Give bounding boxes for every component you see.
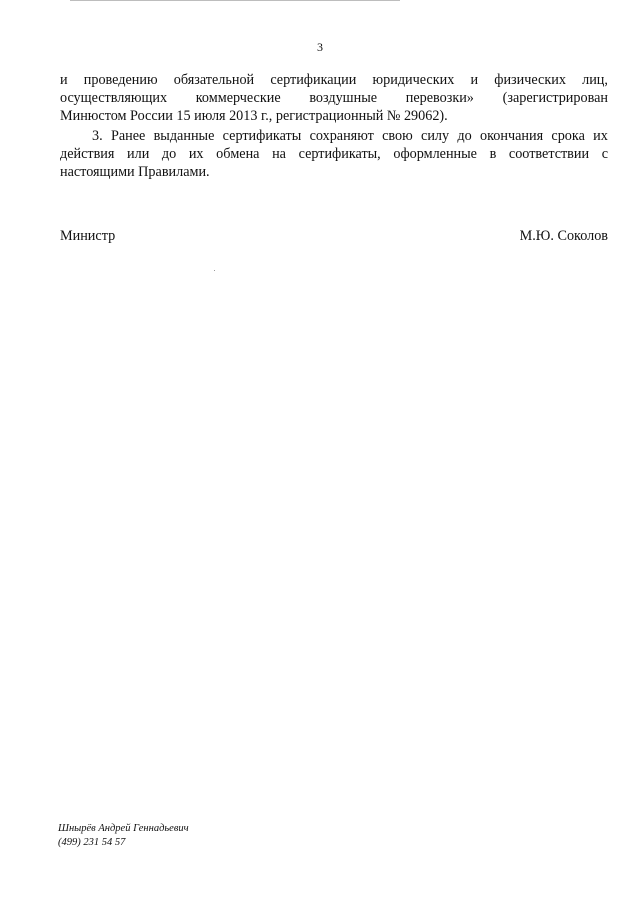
word: соответствии	[508, 146, 590, 162]
word: оформленные	[393, 146, 477, 162]
word: окончания	[480, 128, 544, 144]
word: силу	[421, 128, 450, 144]
word: юридических	[372, 72, 455, 88]
paragraph-item-3	[60, 127, 608, 181]
scan-speck	[214, 270, 215, 271]
word: коммерческие	[195, 90, 281, 106]
word: и	[60, 72, 68, 88]
word: действия	[60, 146, 115, 162]
word: сохраняют	[309, 128, 374, 144]
executor-phone: (499) 231 54 57	[58, 837, 126, 848]
signatory-position: Министр	[60, 228, 116, 244]
word: Ранее	[110, 128, 146, 144]
word: и	[470, 72, 479, 88]
signature-block	[60, 228, 608, 245]
word: или	[127, 146, 150, 162]
word: (зарегистрирован	[502, 90, 608, 106]
page-number: 3	[317, 40, 323, 54]
paragraph-line: настоящими Правилами.	[60, 164, 210, 180]
scan-edge-line	[70, 0, 400, 1]
word: сертификаты,	[298, 146, 381, 162]
word: до	[161, 146, 177, 162]
word: их	[593, 128, 608, 144]
word: выданные	[153, 128, 215, 144]
word: лиц,	[582, 72, 608, 88]
executor-footer	[58, 822, 189, 850]
paragraph-line	[60, 89, 608, 107]
word: воздушные	[309, 90, 378, 106]
signatory-name: М.Ю. Соколов	[519, 228, 608, 244]
word: на	[272, 146, 286, 162]
word: сертификации	[270, 72, 357, 88]
word: до	[457, 128, 472, 144]
word: в	[489, 146, 497, 162]
paragraph-line: Минюстом России 15 июля 2013 г., регистрационный № 29062).	[60, 108, 448, 124]
word: их	[188, 146, 204, 162]
paragraph-line	[60, 127, 608, 145]
word: с	[601, 146, 608, 162]
word: сертификаты	[222, 128, 302, 144]
word: осуществляющих	[60, 90, 168, 106]
paragraph-line	[60, 145, 608, 163]
word: свою	[382, 128, 413, 144]
word: проведению	[83, 72, 158, 88]
word: срока	[551, 128, 585, 144]
word: обязательной	[173, 72, 255, 88]
paragraph-continuation	[60, 71, 608, 125]
executor-name: Шнырёв Андрей Геннадьевич	[58, 823, 189, 834]
word: физических	[494, 72, 566, 88]
word: перевозки»	[405, 90, 474, 106]
word: обмена	[216, 146, 260, 162]
word: 3.	[92, 128, 103, 144]
paragraph-line	[60, 71, 608, 89]
